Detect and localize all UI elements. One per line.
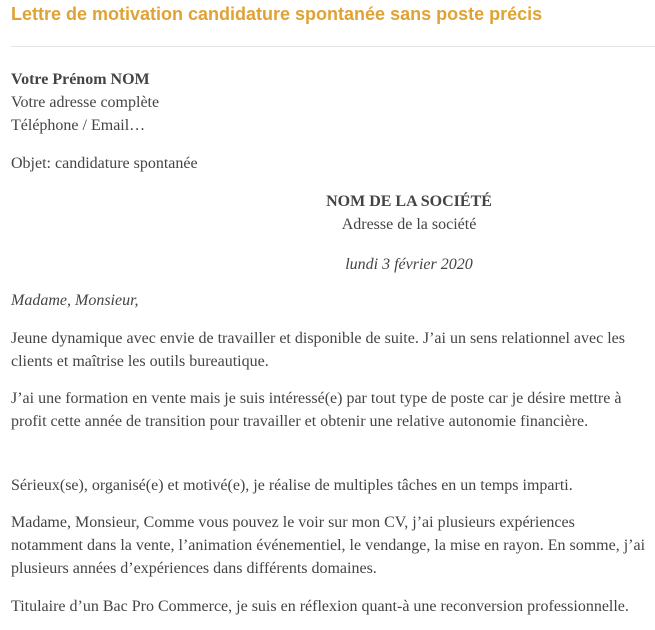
salutation: Madame, Monsieur, — [11, 292, 139, 309]
paragraph-3: Sérieux(se), organisé(e) et motivé(e), je réalise de multiples tâches en un temps imparti. — [11, 477, 573, 494]
sender-address: Votre adresse complète — [11, 94, 160, 111]
paragraph-5: Titulaire d’un Bac Pro Commerce, je suis en réflexion quant-à une reconversion professionnelle. — [11, 598, 629, 615]
paragraph-1: Jeune dynamique avec envie de travailler et disponible de suite. J’ai un sens relationnel avec les clients et maîtrise les outils bureautique. — [11, 330, 625, 370]
paragraph-4: Madame, Monsieur, Comme vous pouvez le voir sur mon CV, j’ai plusieurs expériences notamment dans la vente, l’animation événementiel, le vendange, la mise en rayon. En somme, j’ai plusieurs années d’expériences dans différents domaines. — [11, 514, 646, 577]
sender-contact: Téléphone / Email… — [11, 117, 146, 134]
letter-subject: Objet: candidature spontanée — [11, 155, 198, 172]
recipient-address: Adresse de la société — [341, 216, 477, 233]
sender-name: Votre Prénom NOM — [11, 71, 150, 88]
page-title: Lettre de motivation candidature spontanée sans poste précis — [11, 4, 543, 24]
recipient-company: NOM DE LA SOCIÉTÉ — [326, 193, 492, 210]
letter-date: lundi 3 février 2020 — [345, 256, 473, 273]
title-divider — [11, 46, 655, 47]
paragraph-2: J’ai une formation en vente mais je suis intéressé(e) par tout type de poste car je désire mettre à profit cette année de transition pour travailler et obtenir une relative autonomie financière. — [11, 390, 622, 430]
